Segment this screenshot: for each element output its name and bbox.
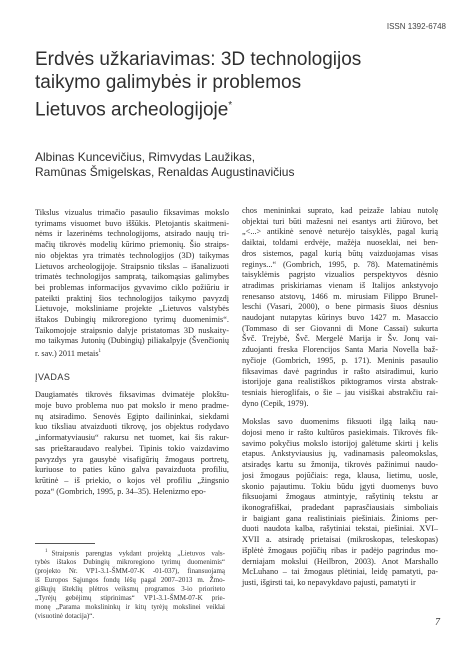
left-column bbox=[35, 208, 229, 497]
text-line: chos menininkai suprato, kad peizaže labiau nutolę bbox=[242, 206, 438, 215]
text-line: duoti naudota kalba, rašytiniai tekstai, piešiniai. XVI– bbox=[242, 524, 438, 534]
section-heading: ĮVADAS bbox=[35, 371, 71, 382]
text-line: „informatyviausiu“ rakursu net tuomet, kai šis rakur- bbox=[35, 433, 229, 443]
text-line: dros sistemos, pagal kurią būtų vaizduojamas visas bbox=[242, 248, 438, 258]
text-line: derniajam mokslui (Heilbron, 2003). Anot Marshallo bbox=[242, 556, 438, 566]
text-line: skonio pajautimu. Tokiu būdu įgyti duomenys buvo bbox=[242, 481, 438, 491]
text-line: r. sav.) 2011 metais$^1$ bbox=[35, 348, 102, 358]
text-line: istorijoje gana realistiškos piktogramos virsta abstrak- bbox=[242, 377, 438, 387]
text-line: naudojant nutapytas kūrinys buvo 1427 m. Masaccio bbox=[242, 313, 438, 323]
intro-paragraph bbox=[35, 390, 229, 497]
text-line: zduojanti freska Florencijos Santa Maria Novella baž- bbox=[242, 345, 438, 355]
text-line: „<...> antikinė senovė neturėjo taisyklės, pagal kurią bbox=[242, 227, 438, 237]
author-list bbox=[35, 150, 435, 180]
text-line: nėms ir lazerinėms technologijoms, atsirado naujų tri- bbox=[35, 229, 229, 239]
text-line: pavyzdys yra gausybė visafigūrių žmogaus portretų, bbox=[35, 454, 229, 464]
text-line: Švč. Trejybė, Švč. Mergelė Marija ir Šv. Jonų vai- bbox=[242, 334, 438, 344]
text-line: objektai turi būti mažesni nei esantys arti žiūrovo, bet bbox=[242, 216, 438, 226]
article-title bbox=[35, 48, 445, 121]
text-line: mo taikymas Jutonių (Dubingių) piliakalpyje (Švenčionių bbox=[35, 336, 229, 346]
text-line: reginys...“ (Gombrich, 1995, p. 78). Matematinėmis bbox=[242, 259, 438, 269]
footnote-line: monę „Parama mokslininkų ir kitų tyrėjų mokslinei veiklai bbox=[35, 602, 225, 611]
footnote-divider bbox=[35, 543, 95, 544]
title-line: Erdvės užkariavimas: 3D technologijos bbox=[35, 49, 362, 70]
body-paragraph bbox=[242, 417, 438, 588]
title-footnote-mark: * bbox=[228, 100, 233, 111]
text-line: dojosi meno ir rašto kultūros pasiekimais. Tikrovės fik- bbox=[242, 428, 438, 438]
footnote-line: (visuotinė dotacija)“. bbox=[35, 611, 95, 620]
title-line bbox=[35, 94, 445, 121]
footnote-mark: 1 bbox=[45, 549, 48, 554]
text-line: Lietuvoje, moksliniame projekte „Lietuvos valstybės bbox=[35, 304, 229, 314]
text-line: Mokslas savo duomenims fiksuoti ilgą laiką nau- bbox=[242, 417, 438, 427]
footnote bbox=[35, 548, 225, 621]
text-line: fiksuojami žmogaus atmintyje, rašytinių tekstu ar bbox=[242, 492, 438, 502]
text-line: taisyklėmis pagrįsto vizualios perspektyvos dėsnio bbox=[242, 270, 438, 280]
text-line: tesniais hieroglifais, o šie – jau visiškai abstrakčiu rai- bbox=[242, 387, 438, 397]
text-line: nų atsiradimo. Senovės Egipto dailininkai, siekdami bbox=[35, 411, 229, 421]
text-line: Lietuvos archeologijoje. Straipsnio tikslas – išanalizuoti bbox=[35, 261, 229, 271]
paragraph-gap bbox=[242, 409, 438, 417]
text-line: atsiradęs kartu su žmonija, tikrovės pažinimui naudo- bbox=[242, 460, 438, 470]
text-line: kuriuose to paties kūno galva pavaizduota profiliu, bbox=[35, 465, 229, 475]
abstract bbox=[35, 208, 229, 360]
text-line: nyčioje (Gombrich, 1995, p. 171). Meninis pasaulio bbox=[242, 355, 438, 365]
text-line: (Tommaso di ser Giovanni di Mone Cassai) sukurta bbox=[242, 323, 438, 333]
text-line: trimatės technologijos sampratą, taikomąsias galimybes bbox=[35, 272, 229, 282]
text-line: Taikomojoje straipsnio dalyje pristatomas 3D nuskaity- bbox=[35, 325, 229, 335]
issn-label: ISSN 1392-6748 bbox=[386, 22, 446, 31]
text-line: Daugiamatės tikrovės fiksavimas dvimatėje plokštu- bbox=[35, 390, 229, 400]
text-line: mačių tikrovės modelių kūrimo priemonių. Šio straips- bbox=[35, 240, 229, 250]
text-line: moje buvo problema nuo pat mokslo ir meno pradme- bbox=[35, 401, 229, 410]
text-line: daiktai, toldami erdvėje, mažėja nuoseklai, nei ben- bbox=[242, 238, 438, 248]
footnote-line: (projekto Nr. VP1-3.1-ŠMM-07-K -01-037), finansuojamą bbox=[35, 567, 225, 576]
page-number: 7 bbox=[435, 617, 440, 628]
text-line: savimo pokyčius mokslo istorijoj galėtume skirti į kelis bbox=[242, 438, 438, 448]
text-line: renesanso atstovų, 1466 m. mirusiam Filippo Brunel- bbox=[242, 291, 438, 301]
right-column bbox=[242, 206, 438, 589]
text-line: sas prieštaraudavo realybei. Tipinis tokio vaizdavimo bbox=[35, 443, 229, 453]
text-line: Tikslus vizualus trimačio pasaulio fiksavimas mokslo bbox=[35, 208, 229, 217]
footnote-reference: 1 bbox=[98, 349, 102, 355]
text-line: XVII a. atsiradę prietaisai (mikroskopas, teleskopas) bbox=[242, 535, 438, 545]
text-line: justi, išgirsti tai, ko nepavykdavo pajusti, pamatyti ir bbox=[242, 577, 416, 587]
footnote-line: iš Europos Sąjungos fondų lėšų pagal 2007–2013 m. Žmo- bbox=[35, 576, 225, 585]
footnote-line: tybės ištakos Dubingių mikroregiono tyrimų duomenimis“ bbox=[35, 558, 225, 567]
text-line: dyno (Cepik, 1979). bbox=[242, 398, 309, 408]
text-line: leschi (Vasari, 2000), o bene pirmasis šiuos dėsnius bbox=[242, 302, 438, 312]
text-line: poza“ (Gombrich, 1995, p. 34–35). Helenizmo epo- bbox=[35, 486, 206, 496]
text-line: pateikti praktinį šios technologijos taikymo pavyzdį bbox=[35, 293, 229, 303]
text-line: nio objektas yra trimatės technologijos (3D) taikymas bbox=[35, 250, 229, 260]
body-paragraph bbox=[242, 206, 438, 409]
title-line-text: Lietuvos archeologijoje bbox=[35, 99, 229, 121]
text-line: atradimas priskiriamas vienam iš Italijos ankstyvojo bbox=[242, 280, 438, 290]
text-line: ikonografiškai, pradedant paprasčiausiais simboliais bbox=[242, 502, 438, 512]
text-line: ištakos Dubingių mikroregiono tyrimų duomenimis“. bbox=[35, 315, 229, 325]
text-line: tyrimams visuomet buvo iššūkis. Pletojantis skaitmeni- bbox=[35, 218, 229, 228]
text-line: fiksavimas davė pagrindus ir rašto atsiradimui, kurio bbox=[242, 366, 438, 376]
text-line: ir baigiant gana realistiniais piešiniais. Žinioms per- bbox=[242, 513, 438, 523]
text-line: McLuhano – tai žmogaus plėtiniai, leidę pamatyti, pa- bbox=[242, 567, 438, 577]
footnote-line: „Tyrėjų gebėjimų stiprinimas“ VP1-3.1-ŠMM-07-K prie- bbox=[35, 593, 225, 602]
title-line: taikymo galimybės ir problemos bbox=[35, 72, 302, 93]
footnote-line: $^1$ Straipsnis parengtas vykdant projektą „Lietuvos vals- bbox=[45, 549, 225, 558]
text-line: išplėtė žmogaus pojūčių ribas ir padėjo pagrindus mo- bbox=[242, 545, 438, 555]
text-line: josi žmogaus pojūčiais: rega, klausa, lietimu, uosle, bbox=[242, 470, 438, 480]
author-line: Albinas Kuncevičius, Rimvydas Laužikas, bbox=[35, 150, 256, 164]
text-line: etapus. Ankstyviausius jų, vadinamasis paleomokslas, bbox=[242, 449, 438, 459]
text-line: kuo tiksliau atvaizduoti tikrovę, jos objektus rodydavo bbox=[35, 422, 229, 432]
text-line: bei problemas informacijos gyvavimo ciklo požiūriu ir bbox=[35, 282, 229, 292]
footnote-line: giškųjų išteklių plėtros veiksmų programos 3-io prioriteto bbox=[35, 584, 225, 593]
text-line: krūtinė – iš priekio, o kojos vėl profiliu „žingsnio bbox=[35, 475, 229, 485]
author-line: Ramūnas Šmigelskas, Renaldas Augustinavičius bbox=[35, 165, 295, 179]
